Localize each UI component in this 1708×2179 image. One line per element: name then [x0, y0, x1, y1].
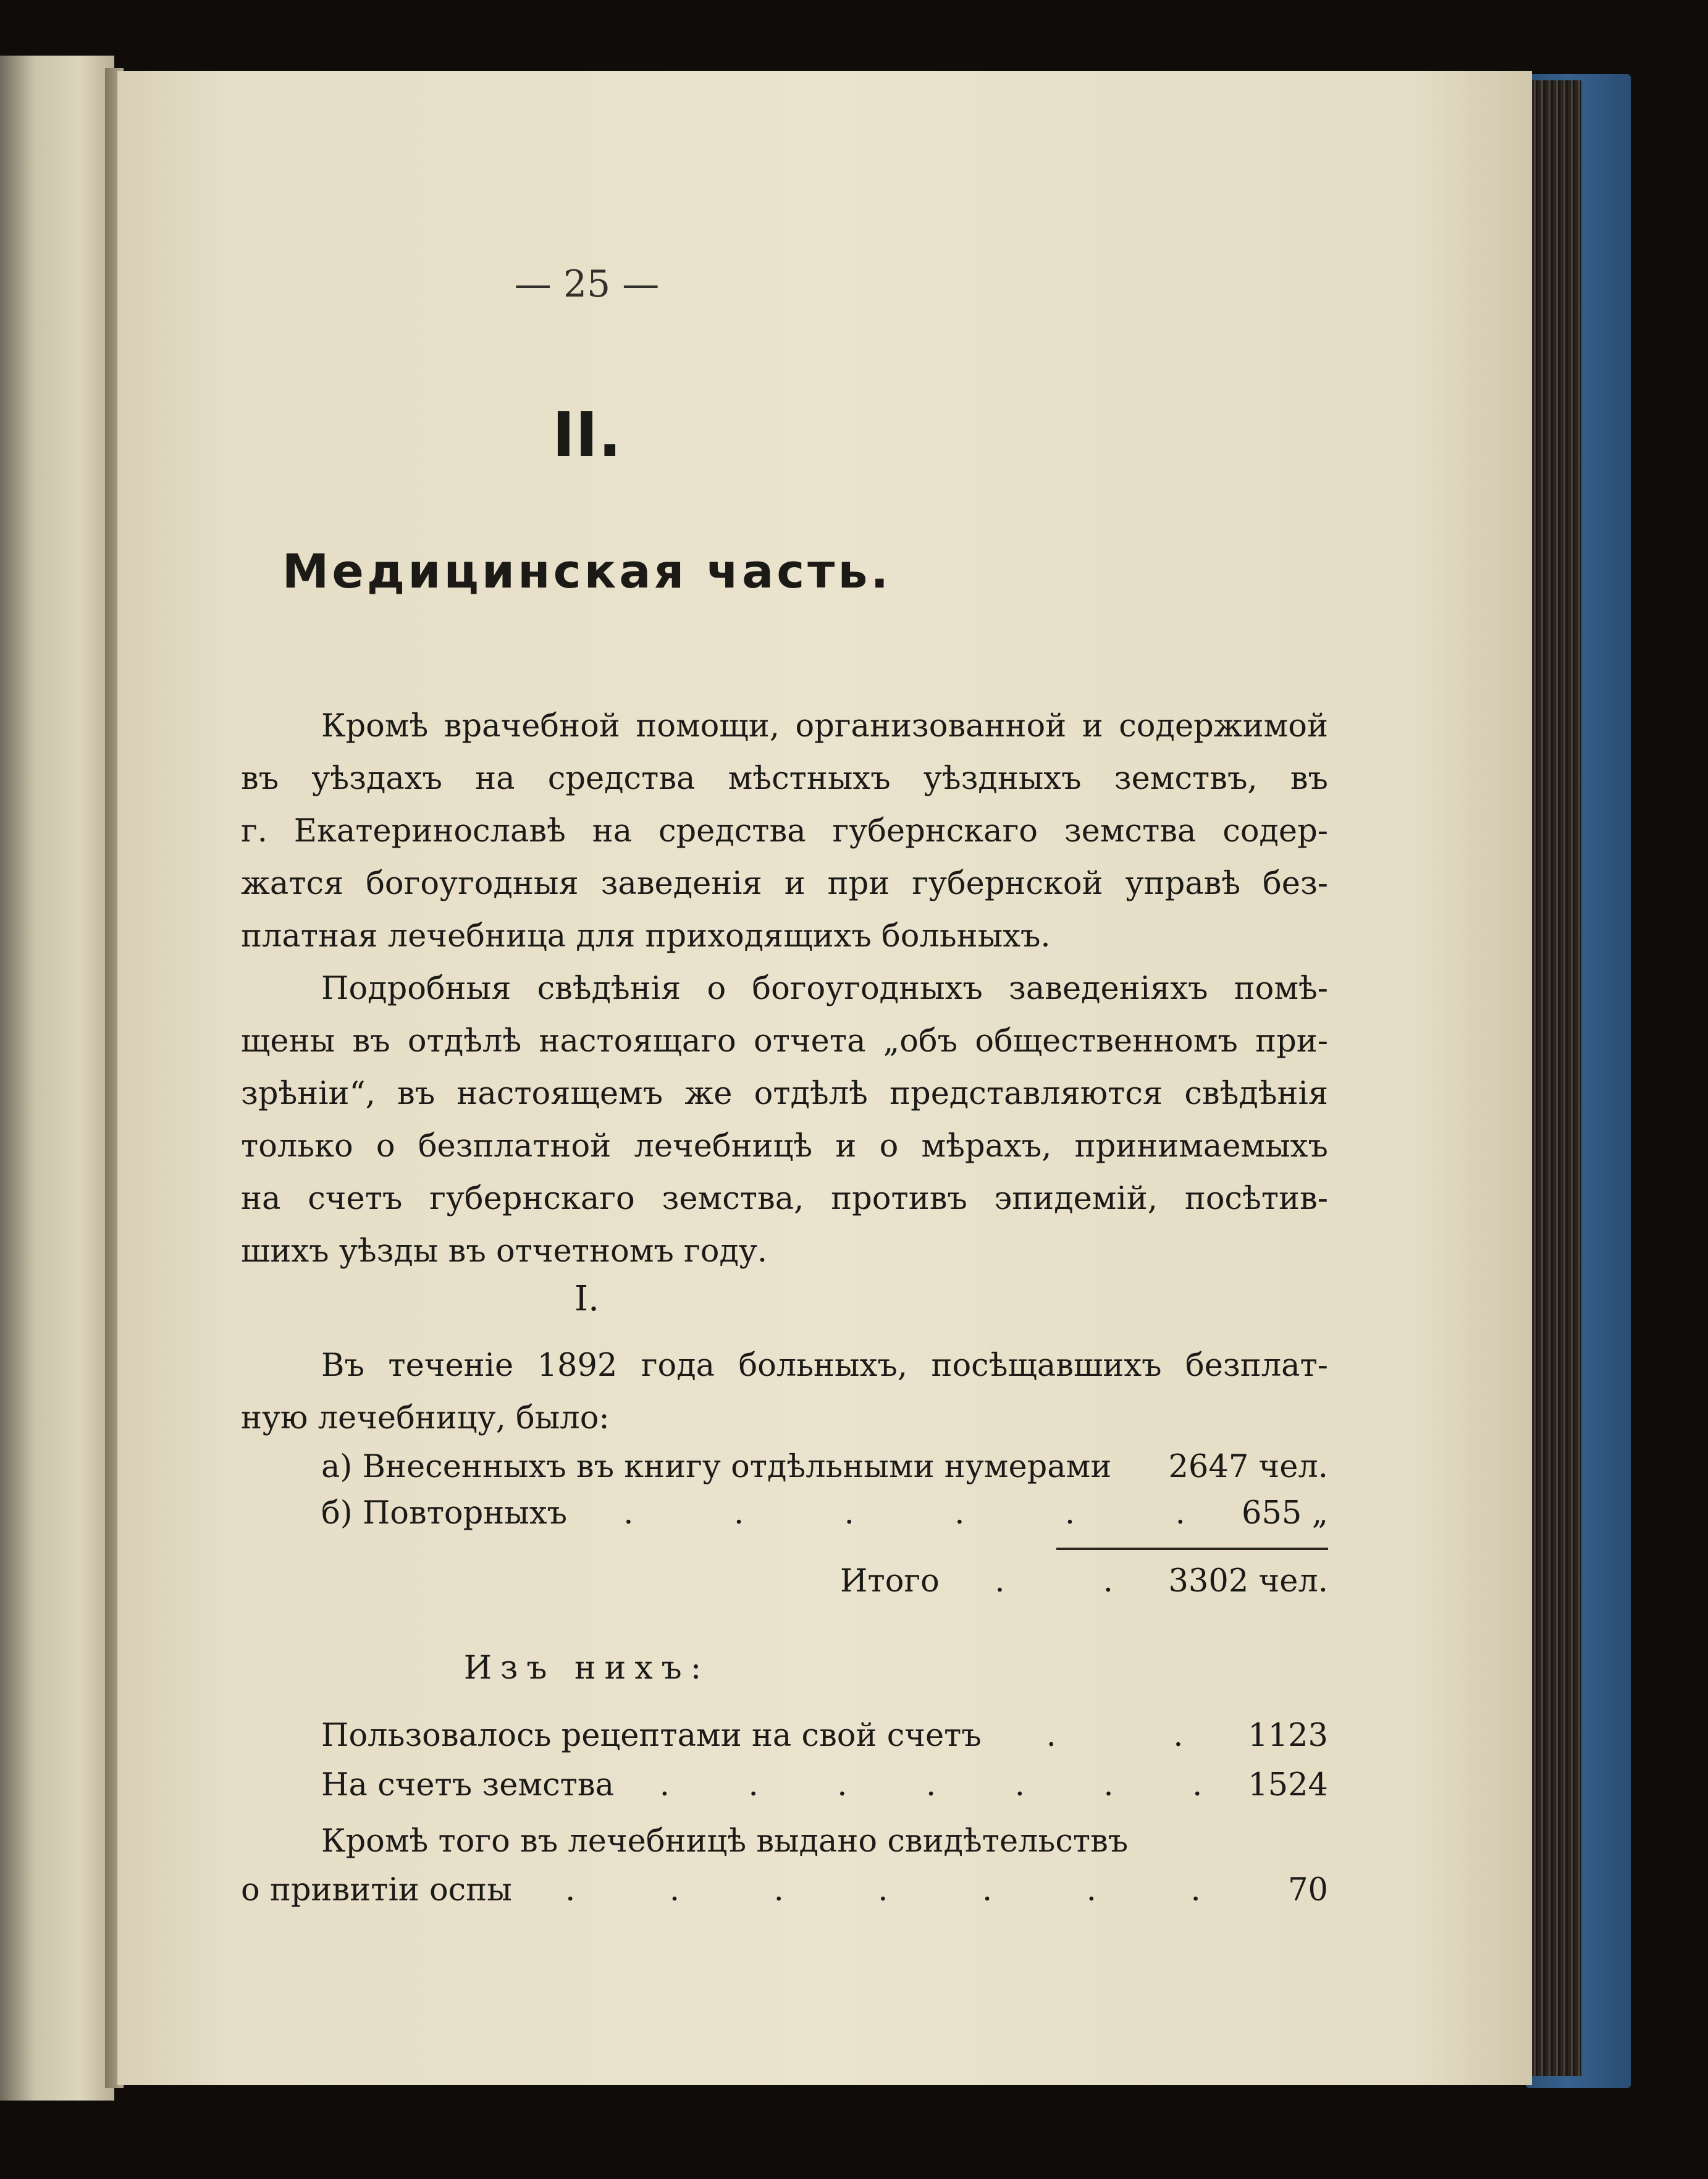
count-value: 2647 чел.	[1168, 1449, 1328, 1485]
leader-dots: . . . . . . .	[565, 1872, 1201, 1908]
count-row-total	[840, 1563, 1328, 1600]
leader-dots: . . . . . .	[623, 1495, 1185, 1532]
paragraph-line: только о безплатной лечебницѣ и о мѣрахъ, принимаемыхъ	[241, 1128, 1328, 1165]
count-value: 655 „	[1242, 1495, 1328, 1532]
sub-heading: Изъ нихъ:	[463, 1650, 710, 1687]
paragraph-line: Кромѣ врачебной помощи, организованной и содержимой	[321, 708, 1328, 744]
subsection-mark: I.	[574, 1279, 599, 1319]
left-page	[0, 56, 114, 2101]
paragraph-line: г. Екатеринославѣ на средства губернскаго земства содер-	[241, 813, 1328, 849]
page-number: — 25 —	[514, 263, 660, 306]
count-label: б) Повторныхъ	[321, 1495, 568, 1532]
book-page	[117, 71, 1532, 2085]
paragraph-line: въ уѣздахъ на средства мѣстныхъ уѣздныхъ земствъ, въ	[241, 761, 1328, 797]
section-number: II.	[552, 398, 622, 471]
row-label: На счетъ земства	[321, 1767, 614, 1803]
row-value: 1524	[1248, 1767, 1328, 1803]
leader-dots: . . . . . . .	[659, 1767, 1203, 1803]
paragraph-line: зрѣніи“, въ настоящемъ же отдѣлѣ представляются свѣдѣнія	[241, 1076, 1328, 1112]
paragraph-line: Въ теченіе 1892 года больныхъ, посѣщавшихъ безплат-	[321, 1347, 1328, 1384]
paragraph-line: Кромѣ того въ лечебницѣ выдано свидѣтельствъ	[321, 1823, 1129, 1860]
total-rule	[1056, 1548, 1328, 1550]
paragraph-line: шихъ уѣзды въ отчетномъ году.	[241, 1233, 768, 1270]
row-label: Пользовалось рецептами на свой счетъ	[321, 1717, 982, 1754]
total-value: 3302 чел.	[1168, 1563, 1328, 1599]
prescription-row-own	[321, 1717, 1328, 1755]
leader-dots: . .	[995, 1563, 1113, 1599]
count-row-repeat	[321, 1495, 1328, 1532]
paragraph-line: Подробныя свѣдѣнія о богоугодныхъ заведеніяхъ помѣ-	[321, 971, 1328, 1007]
paragraph-line: ную лечебницу, было:	[241, 1400, 610, 1436]
count-row-registered	[321, 1449, 1328, 1486]
row-value: 1123	[1248, 1717, 1328, 1754]
vaccination-row	[241, 1872, 1328, 1909]
leader-dots: . .	[1046, 1717, 1184, 1754]
row-label: о привитіи оспы	[241, 1872, 512, 1908]
paragraph-line: щены въ отдѣлѣ настоящаго отчета „объ общественномъ при-	[241, 1023, 1328, 1060]
section-heading: Медицинская часть.	[282, 544, 892, 599]
count-label: а) Внесенныхъ въ книгу отдѣльными нумерами	[321, 1449, 1112, 1485]
row-value: 70	[1288, 1872, 1328, 1908]
paragraph-line: платная лечебница для приходящихъ больныхъ.	[241, 918, 1051, 955]
paragraph-line: жатся богоугодныя заведенія и при губернской управѣ без-	[241, 866, 1328, 902]
total-label: Итого	[840, 1563, 940, 1599]
prescription-row-zemstvo	[321, 1767, 1328, 1804]
paragraph-line: на счетъ губернскаго земства, противъ эпидемій, посѣтив-	[241, 1181, 1328, 1217]
